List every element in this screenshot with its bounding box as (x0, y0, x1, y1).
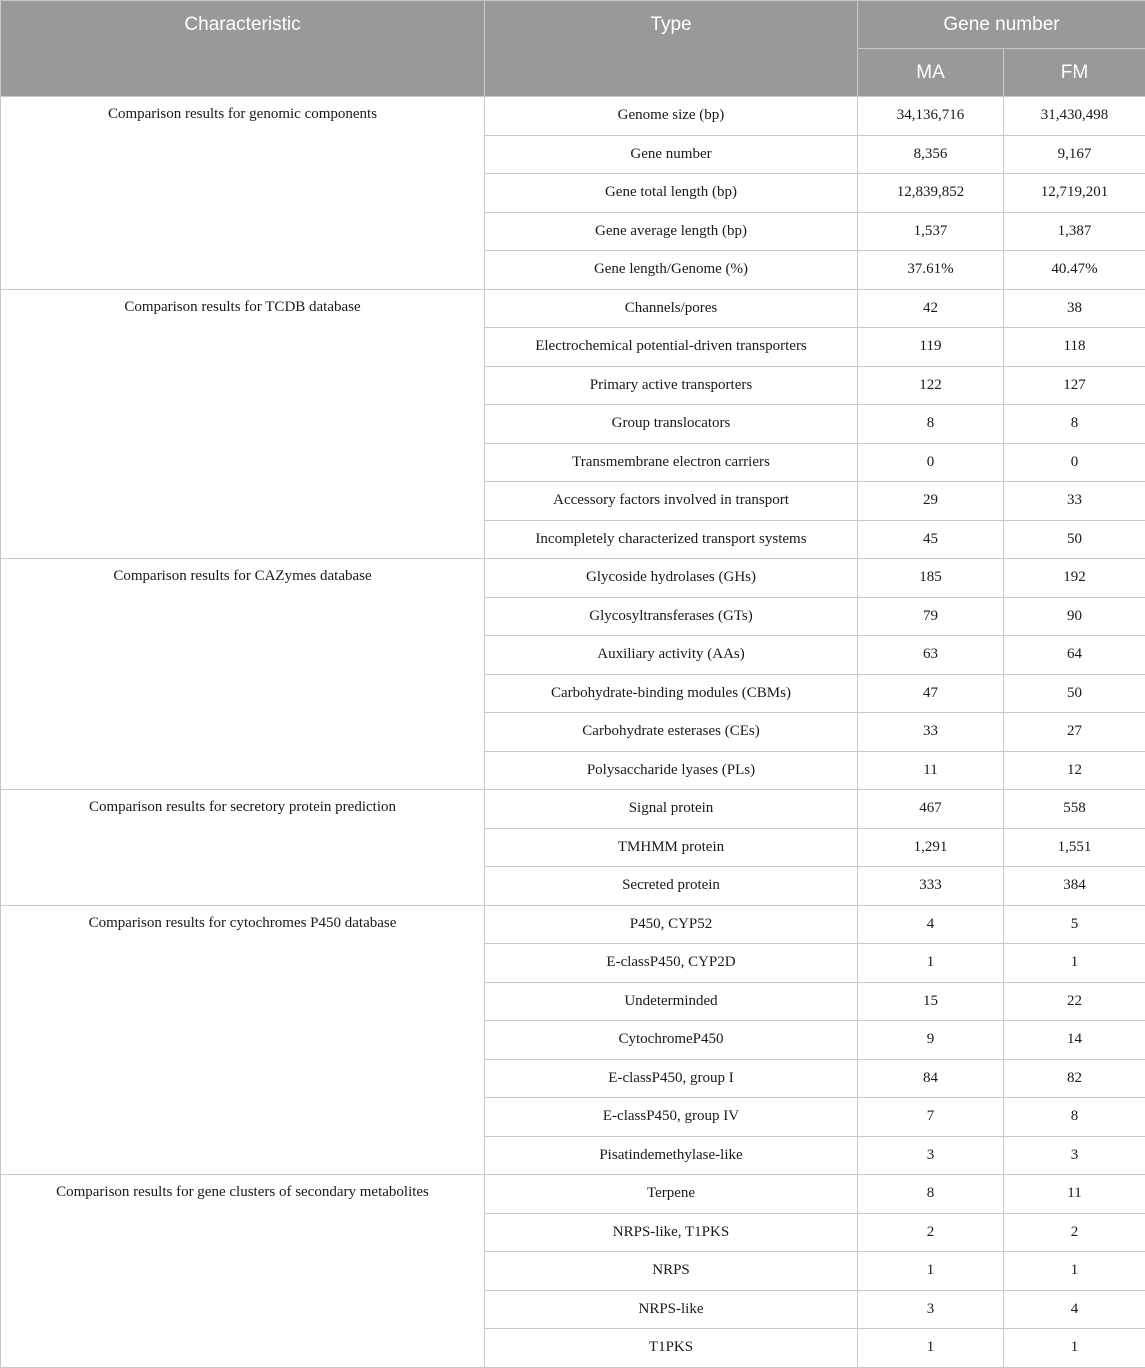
table-row (1, 289, 1145, 328)
type-cell: Pisatindemethylase-like (485, 1136, 858, 1175)
fm-value-cell: 12,719,201 (1004, 174, 1145, 213)
type-cell: Carbohydrate-binding modules (CBMs) (485, 674, 858, 713)
type-cell: Glycoside hydrolases (GHs) (485, 559, 858, 598)
fm-value-cell: 1,551 (1004, 828, 1145, 867)
fm-value-cell: 0 (1004, 443, 1145, 482)
ma-value-cell: 4 (858, 905, 1004, 944)
fm-value-cell: 9,167 (1004, 135, 1145, 174)
ma-value-cell: 8 (858, 405, 1004, 444)
ma-value-cell: 1,537 (858, 212, 1004, 251)
ma-value-cell: 122 (858, 366, 1004, 405)
ma-value-cell: 37.61% (858, 251, 1004, 290)
type-cell: Gene number (485, 135, 858, 174)
ma-value-cell: 333 (858, 867, 1004, 906)
type-cell: Primary active transporters (485, 366, 858, 405)
fm-value-cell: 14 (1004, 1021, 1145, 1060)
type-cell: NRPS (485, 1252, 858, 1291)
table-row (1, 97, 1145, 136)
header-fm: FM (1004, 49, 1145, 97)
type-cell: P450, CYP52 (485, 905, 858, 944)
fm-value-cell: 11 (1004, 1175, 1145, 1214)
ma-value-cell: 45 (858, 520, 1004, 559)
group-label: Comparison results for gene clusters of secondary metabolites (1, 1175, 485, 1368)
type-cell: E-classP450, group IV (485, 1098, 858, 1137)
fm-value-cell: 40.47% (1004, 251, 1145, 290)
ma-value-cell: 12,839,852 (858, 174, 1004, 213)
fm-value-cell: 1 (1004, 1252, 1145, 1291)
type-cell: NRPS-like (485, 1290, 858, 1329)
type-cell: NRPS-like, T1PKS (485, 1213, 858, 1252)
type-cell: Incompletely characterized transport systems (485, 520, 858, 559)
fm-value-cell: 1 (1004, 944, 1145, 983)
fm-value-cell: 27 (1004, 713, 1145, 752)
fm-value-cell: 384 (1004, 867, 1145, 906)
table-header (1, 1, 1145, 97)
fm-value-cell: 192 (1004, 559, 1145, 598)
ma-value-cell: 2 (858, 1213, 1004, 1252)
table-row (1, 905, 1145, 944)
type-cell: Gene total length (bp) (485, 174, 858, 213)
type-cell: Undeterminded (485, 982, 858, 1021)
fm-value-cell: 31,430,498 (1004, 97, 1145, 136)
ma-value-cell: 1 (858, 1329, 1004, 1368)
type-cell: E-classP450, CYP2D (485, 944, 858, 983)
group-label: Comparison results for secretory protein prediction (1, 790, 485, 906)
fm-value-cell: 12 (1004, 751, 1145, 790)
group-label: Comparison results for cytochromes P450 database (1, 905, 485, 1175)
type-cell: Carbohydrate esterases (CEs) (485, 713, 858, 752)
type-cell: Polysaccharide lyases (PLs) (485, 751, 858, 790)
ma-value-cell: 0 (858, 443, 1004, 482)
fm-value-cell: 33 (1004, 482, 1145, 521)
type-cell: Glycosyltransferases (GTs) (485, 597, 858, 636)
type-cell: Group translocators (485, 405, 858, 444)
type-cell: Electrochemical potential-driven transporters (485, 328, 858, 367)
ma-value-cell: 185 (858, 559, 1004, 598)
type-cell: T1PKS (485, 1329, 858, 1368)
type-cell: Terpene (485, 1175, 858, 1214)
fm-value-cell: 2 (1004, 1213, 1145, 1252)
type-cell: Accessory factors involved in transport (485, 482, 858, 521)
ma-value-cell: 33 (858, 713, 1004, 752)
ma-value-cell: 79 (858, 597, 1004, 636)
fm-value-cell: 558 (1004, 790, 1145, 829)
fm-value-cell: 38 (1004, 289, 1145, 328)
header-type: Type (485, 1, 858, 97)
fm-value-cell: 82 (1004, 1059, 1145, 1098)
fm-value-cell: 50 (1004, 520, 1145, 559)
ma-value-cell: 42 (858, 289, 1004, 328)
type-cell: Channels/pores (485, 289, 858, 328)
ma-value-cell: 63 (858, 636, 1004, 675)
ma-value-cell: 1 (858, 944, 1004, 983)
type-cell: Secreted protein (485, 867, 858, 906)
ma-value-cell: 47 (858, 674, 1004, 713)
group-label: Comparison results for CAZymes database (1, 559, 485, 790)
ma-value-cell: 34,136,716 (858, 97, 1004, 136)
header-ma: MA (858, 49, 1004, 97)
type-cell: Transmembrane electron carriers (485, 443, 858, 482)
type-cell: TMHMM protein (485, 828, 858, 867)
ma-value-cell: 1,291 (858, 828, 1004, 867)
fm-value-cell: 4 (1004, 1290, 1145, 1329)
header-characteristic: Characteristic (1, 1, 485, 97)
fm-value-cell: 118 (1004, 328, 1145, 367)
table-body (1, 97, 1145, 1368)
fm-value-cell: 5 (1004, 905, 1145, 944)
table-row (1, 790, 1145, 829)
group-label: Comparison results for genomic components (1, 97, 485, 290)
fm-value-cell: 50 (1004, 674, 1145, 713)
table-row (1, 559, 1145, 598)
type-cell: CytochromeP450 (485, 1021, 858, 1060)
ma-value-cell: 8 (858, 1175, 1004, 1214)
fm-value-cell: 64 (1004, 636, 1145, 675)
fm-value-cell: 90 (1004, 597, 1145, 636)
fm-value-cell: 22 (1004, 982, 1145, 1021)
type-cell: Gene average length (bp) (485, 212, 858, 251)
fm-value-cell: 1,387 (1004, 212, 1145, 251)
type-cell: E-classP450, group I (485, 1059, 858, 1098)
table-row (1, 1175, 1145, 1214)
ma-value-cell: 11 (858, 751, 1004, 790)
ma-value-cell: 29 (858, 482, 1004, 521)
ma-value-cell: 119 (858, 328, 1004, 367)
ma-value-cell: 8,356 (858, 135, 1004, 174)
ma-value-cell: 3 (858, 1290, 1004, 1329)
fm-value-cell: 1 (1004, 1329, 1145, 1368)
type-cell: Genome size (bp) (485, 97, 858, 136)
ma-value-cell: 9 (858, 1021, 1004, 1060)
fm-value-cell: 127 (1004, 366, 1145, 405)
ma-value-cell: 1 (858, 1252, 1004, 1291)
type-cell: Signal protein (485, 790, 858, 829)
ma-value-cell: 15 (858, 982, 1004, 1021)
header-gene-number: Gene number (858, 1, 1145, 49)
type-cell: Gene length/Genome (%) (485, 251, 858, 290)
group-label: Comparison results for TCDB database (1, 289, 485, 559)
type-cell: Auxiliary activity (AAs) (485, 636, 858, 675)
ma-value-cell: 84 (858, 1059, 1004, 1098)
ma-value-cell: 7 (858, 1098, 1004, 1137)
fm-value-cell: 3 (1004, 1136, 1145, 1175)
ma-value-cell: 3 (858, 1136, 1004, 1175)
fm-value-cell: 8 (1004, 405, 1145, 444)
ma-value-cell: 467 (858, 790, 1004, 829)
fm-value-cell: 8 (1004, 1098, 1145, 1137)
